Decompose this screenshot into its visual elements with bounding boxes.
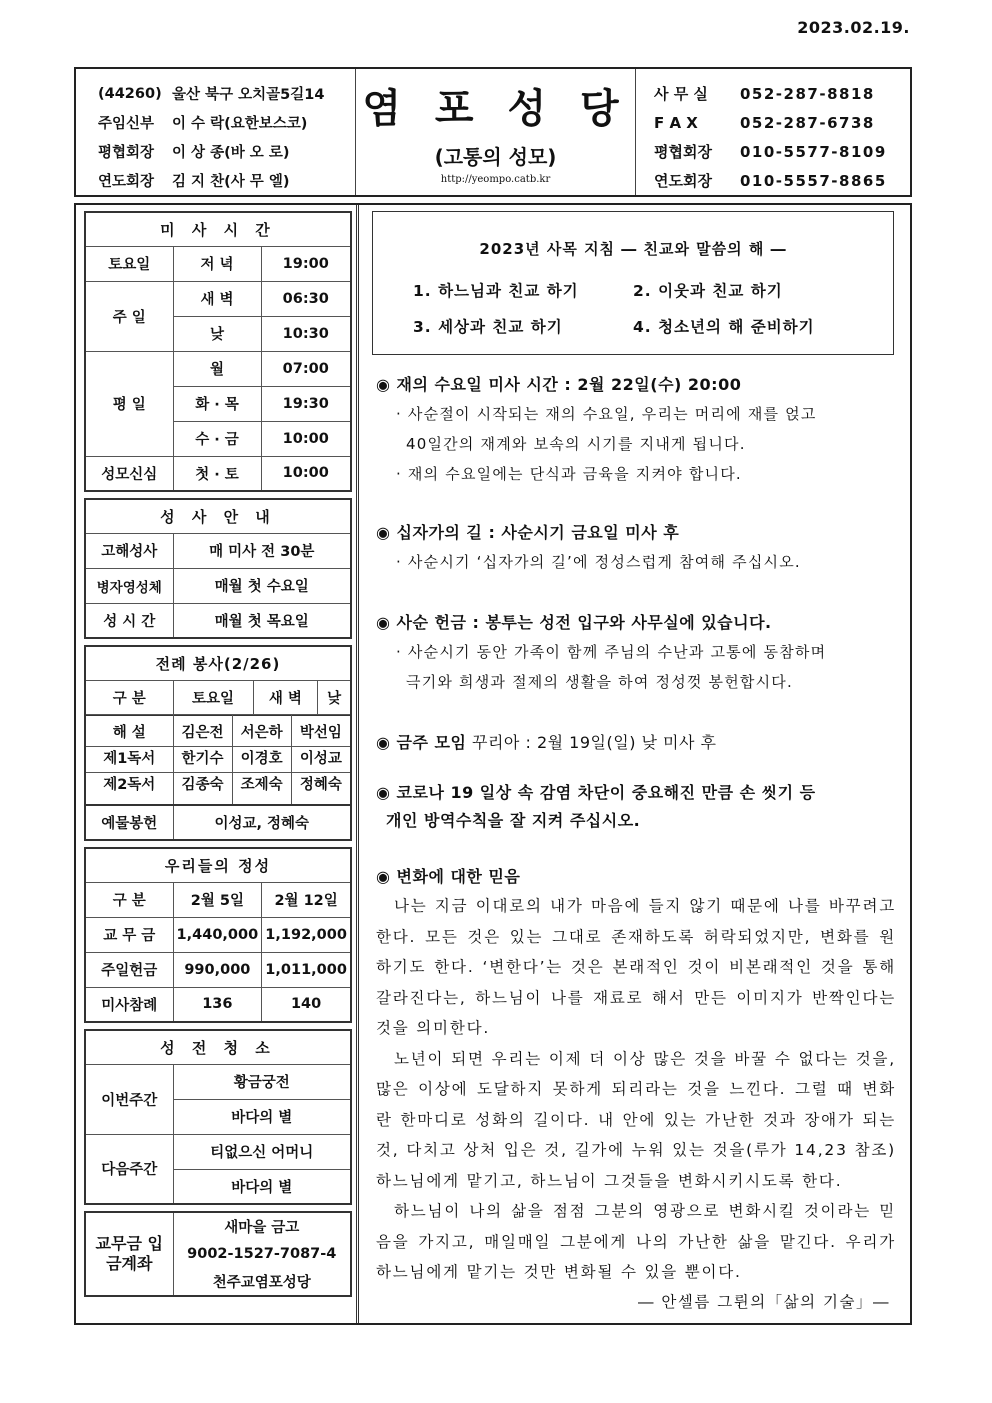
sacrament-name: 고해성사	[85, 533, 173, 568]
memorial-phone-label: 연도회장	[654, 172, 712, 190]
sacrament-schedule: 매월 첫 목요일	[173, 603, 351, 638]
cleaning-group: 바다의 별	[173, 1169, 351, 1204]
fax-label: F A X	[654, 113, 698, 132]
reflection-paragraph: 하느님이 나의 삶을 점점 그분의 영광으로 변화시킬 것이라는 믿음을 가지고, 매일매일 그분에게 나의 가난한 삶을 맡긴다. 우리가 하느님에게 맡기는 것만 변화될 수 있을 뿐이다.	[376, 1202, 896, 1281]
notice-heading	[376, 729, 896, 757]
council-label: 평협회장	[98, 145, 155, 161]
mass-time: 19:00	[261, 246, 351, 281]
bulletin-header	[74, 67, 912, 197]
liturgy-person: 조제숙	[232, 773, 291, 806]
mass-day: 토요일	[85, 246, 173, 281]
mass-slot: 첫 · 토	[173, 456, 261, 491]
mass-slot: 낮	[173, 316, 261, 351]
liturgy-person: 서은하	[232, 715, 291, 747]
mass-schedule-title: 미 사 시 간	[85, 212, 351, 246]
account-holder: 천주교염포성당	[212, 1275, 311, 1291]
meeting-detail: 꾸리아 : 2월 19일(일) 낮 미사 후	[466, 733, 717, 752]
offering-names: 이성교, 정혜숙	[173, 805, 351, 840]
notice-bullet: · 사순시기 동안 가족이 함께 주님의 수난과 고통에 동참하며	[396, 643, 827, 661]
sacraments-table	[84, 498, 352, 639]
council-phone-label: 평협회장	[654, 143, 712, 161]
donation-amount: 136	[173, 987, 262, 1022]
liturgy-role: 제2독서	[85, 773, 173, 806]
address-row	[98, 79, 355, 108]
reflection-paragraph: 나는 지금 이대로의 내가 마음에 들지 않기 때문에 나를 바꾸려고 한다. 모든 것은 있는 그대로 존재하도록 허락되었지만, 변화를 원하기도 한다. ‘변한다’는 것은 본래적인 것이 비본래적인 것을 통해 갈라진다는, 하느님이 나를 재료로 해서 만든 이미지가 반짝인다는 것을 의미한다.	[376, 897, 896, 1037]
donation-amount: 1,011,000	[262, 952, 351, 987]
mass-slot: 새 벽	[173, 281, 261, 316]
pastoral-goals-title: 2023년 사목 지침 ― 친교와 말씀의 해 ―	[479, 240, 787, 258]
donation-amount: 140	[262, 987, 351, 1022]
mass-slot: 화 · 목	[173, 386, 261, 421]
notice-bullet: · 재의 수요일에는 단식과 금육을 지켜야 합니다.	[396, 465, 742, 483]
pastor-name: 이 수 락(요한보스코)	[172, 116, 308, 132]
pastoral-goal: 3. 세상과 친교 하기	[413, 318, 563, 336]
mass-time: 06:30	[261, 281, 351, 316]
memorial-phone: 010-5557-8865	[740, 171, 887, 190]
notice-heading-continued: 개인 방역수칙을 잘 지켜 주십시오.	[386, 811, 641, 830]
pastor-label: 주임신부	[98, 116, 155, 132]
postcode: (44260)	[98, 85, 162, 102]
office-phone-row	[654, 79, 910, 108]
notice-heading: ◉ 사순 헌금 : 봉투는 성전 입구와 사무실에 있습니다.	[376, 613, 772, 632]
reflection-source: ― 안셀름 그륀의「삶의 기술」―	[637, 1292, 890, 1311]
cleaning-week: 이번주간	[85, 1064, 173, 1134]
notice-bullet-continued: 극기와 희생과 절제의 생활을 하여 정성껏 봉헌합시다.	[406, 673, 793, 691]
liturgy-person: 박선임	[291, 715, 351, 747]
memorial-name: 김 지 찬(사 무 엘)	[172, 174, 290, 190]
bulletin-date: 2023.02.19.	[797, 18, 910, 37]
mass-slot: 수 · 금	[173, 421, 261, 456]
liturgy-person: 정혜숙	[291, 773, 351, 806]
notice-way-of-cross	[376, 519, 896, 577]
parish-title-block	[356, 69, 636, 195]
sacrament-name: 성 시 간	[85, 603, 173, 638]
notice-heading: ◉ 재의 수요일 미사 시간 : 2월 22일(수) 20:00	[376, 375, 742, 394]
parish-subtitle: (고통의 성모)	[434, 145, 557, 169]
parish-info	[76, 69, 356, 195]
liturgy-person: 한기수	[173, 747, 232, 773]
cleaning-title: 성 전 청 소	[85, 1030, 351, 1064]
reflection-paragraph: 노년이 되면 우리는 이제 더 이상 많은 것을 바꿀 수 없다는 것을, 많은 이상에 도달하지 못하게 되리라는 것을 느낀다. 그럴 때 변화란 한마디로 성화의 길이다. 내 안에 있는 가난한 것과 장애가 되는 것, 다치고 상처 입은 것, 길가에 누워 있는 것을(루가 14,23 참조) 하느님에게 맡기고, 하느님이 그것들을 변화시키시도록 한다.	[376, 1049, 896, 1190]
liturgy-role: 해 설	[85, 715, 173, 747]
liturgy-person: 김은전	[173, 715, 232, 747]
cleaning-group: 티없으신 어머니	[173, 1134, 351, 1169]
reflection-article	[376, 863, 896, 1316]
donation-amount: 1,192,000	[262, 917, 351, 952]
mass-day: 평 일	[85, 351, 173, 456]
liturgy-header: 낮	[318, 680, 351, 715]
cleaning-group: 황금궁전	[173, 1064, 351, 1099]
memorial-phone-row	[654, 166, 910, 195]
fax-number: 052-287-6738	[740, 113, 875, 132]
mass-time: 10:00	[261, 421, 351, 456]
donation-amount: 1,440,000	[173, 917, 262, 952]
liturgy-role: 제1독서	[85, 747, 173, 773]
office-phone: 052-287-8818	[740, 84, 875, 103]
contact-info	[636, 69, 910, 195]
donation-type: 주일헌금	[85, 952, 173, 987]
account-number: 9002-1527-7087-4	[187, 1246, 337, 1262]
liturgy-header: 구 분	[85, 680, 173, 715]
bulletin-body	[74, 203, 912, 1325]
sidebar	[84, 205, 352, 1297]
account-label: 교무금 입금계좌	[85, 1212, 173, 1296]
liturgy-header: 새 벽	[253, 680, 318, 715]
meeting-label: ◉ 금주 모임	[376, 733, 467, 752]
pastoral-goals	[372, 211, 894, 355]
account-table	[84, 1211, 352, 1297]
mass-time: 19:30	[261, 386, 351, 421]
main-content	[366, 205, 906, 1316]
sacrament-schedule: 매 미사 전 30분	[173, 533, 351, 568]
sacrament-name: 병자영성체	[85, 568, 173, 603]
mass-slot: 저 녁	[173, 246, 261, 281]
sacraments-title: 성 사 안 내	[85, 499, 351, 533]
notice-covid	[376, 779, 896, 835]
mass-time: 07:00	[261, 351, 351, 386]
fax-row	[654, 108, 910, 137]
notice-heading: ◉ 코로나 19 일상 속 감염 차단이 중요해진 만큼 손 씻기 등	[376, 783, 816, 802]
liturgy-service-table	[84, 645, 352, 716]
cleaning-table	[84, 1029, 352, 1205]
pastoral-goal: 1. 하느님과 친교 하기	[413, 282, 579, 300]
donation-type: 미사참례	[85, 987, 173, 1022]
mass-time: 10:00	[261, 456, 351, 491]
donations-header: 구 분	[85, 882, 173, 917]
cleaning-week: 다음주간	[85, 1134, 173, 1204]
donation-amount: 990,000	[173, 952, 262, 987]
donation-type: 교 무 금	[85, 917, 173, 952]
pastoral-goal: 2. 이웃과 친교 하기	[633, 282, 783, 300]
donations-header: 2월 5일	[173, 882, 262, 917]
address: 울산 북구 오치골5길14	[172, 87, 325, 103]
council-name: 이 상 종(바 오 로)	[172, 145, 290, 161]
offering-table	[84, 804, 352, 841]
account-bank: 새마을 금고	[224, 1220, 300, 1236]
pastor-row	[98, 108, 355, 137]
mass-day: 성모신심	[85, 456, 173, 491]
cleaning-group: 바다의 별	[173, 1099, 351, 1134]
liturgy-title: 전례 봉사(2/26)	[85, 646, 351, 680]
notice-bullet: · 사순절이 시작되는 재의 수요일, 우리는 머리에 재를 얹고	[396, 405, 817, 423]
notice-lent-offering	[376, 609, 896, 697]
notice-bullet-continued: 40일간의 재계와 보속의 시기를 지내게 됩니다.	[406, 435, 746, 453]
sacrament-schedule: 매월 첫 수요일	[173, 568, 351, 603]
mass-slot: 월	[173, 351, 261, 386]
donations-table	[84, 847, 352, 1023]
notice-meeting	[376, 729, 896, 757]
council-row	[98, 137, 355, 166]
donations-title: 우리들의 정성	[85, 848, 351, 882]
notice-heading: ◉ 십자가의 길 : 사순시기 금요일 미사 후	[376, 523, 680, 542]
council-phone-row	[654, 137, 910, 166]
column-divider	[356, 205, 359, 1323]
liturgy-person: 김종숙	[173, 773, 232, 806]
liturgy-roles-table	[84, 714, 352, 806]
mass-day: 주 일	[85, 281, 173, 351]
liturgy-person: 이경호	[232, 747, 291, 773]
notice-ash-wednesday	[376, 371, 896, 489]
parish-title: 염 포 성 당	[362, 86, 629, 132]
liturgy-header: 토요일	[173, 680, 253, 715]
office-label: 사 무 실	[654, 85, 708, 103]
memorial-label: 연도회장	[98, 174, 155, 190]
notice-bullet: · 사순시기 ‘십자가의 길’에 정성스럽게 참여해 주십시오.	[396, 553, 801, 571]
parish-url[interactable]: http://yeompo.catb.kr	[440, 174, 551, 185]
memorial-row	[98, 166, 355, 195]
offering-label: 예물봉헌	[85, 805, 173, 840]
donations-header: 2월 12일	[262, 882, 351, 917]
mass-schedule-table	[84, 211, 352, 492]
pastoral-goals-list	[413, 279, 853, 337]
mass-time: 10:30	[261, 316, 351, 351]
liturgy-person: 이성교	[291, 747, 351, 773]
pastoral-goal: 4. 청소년의 해 준비하기	[633, 318, 815, 336]
council-phone: 010-5577-8109	[740, 142, 887, 161]
reflection-title: ◉ 변화에 대한 믿음	[376, 867, 521, 886]
